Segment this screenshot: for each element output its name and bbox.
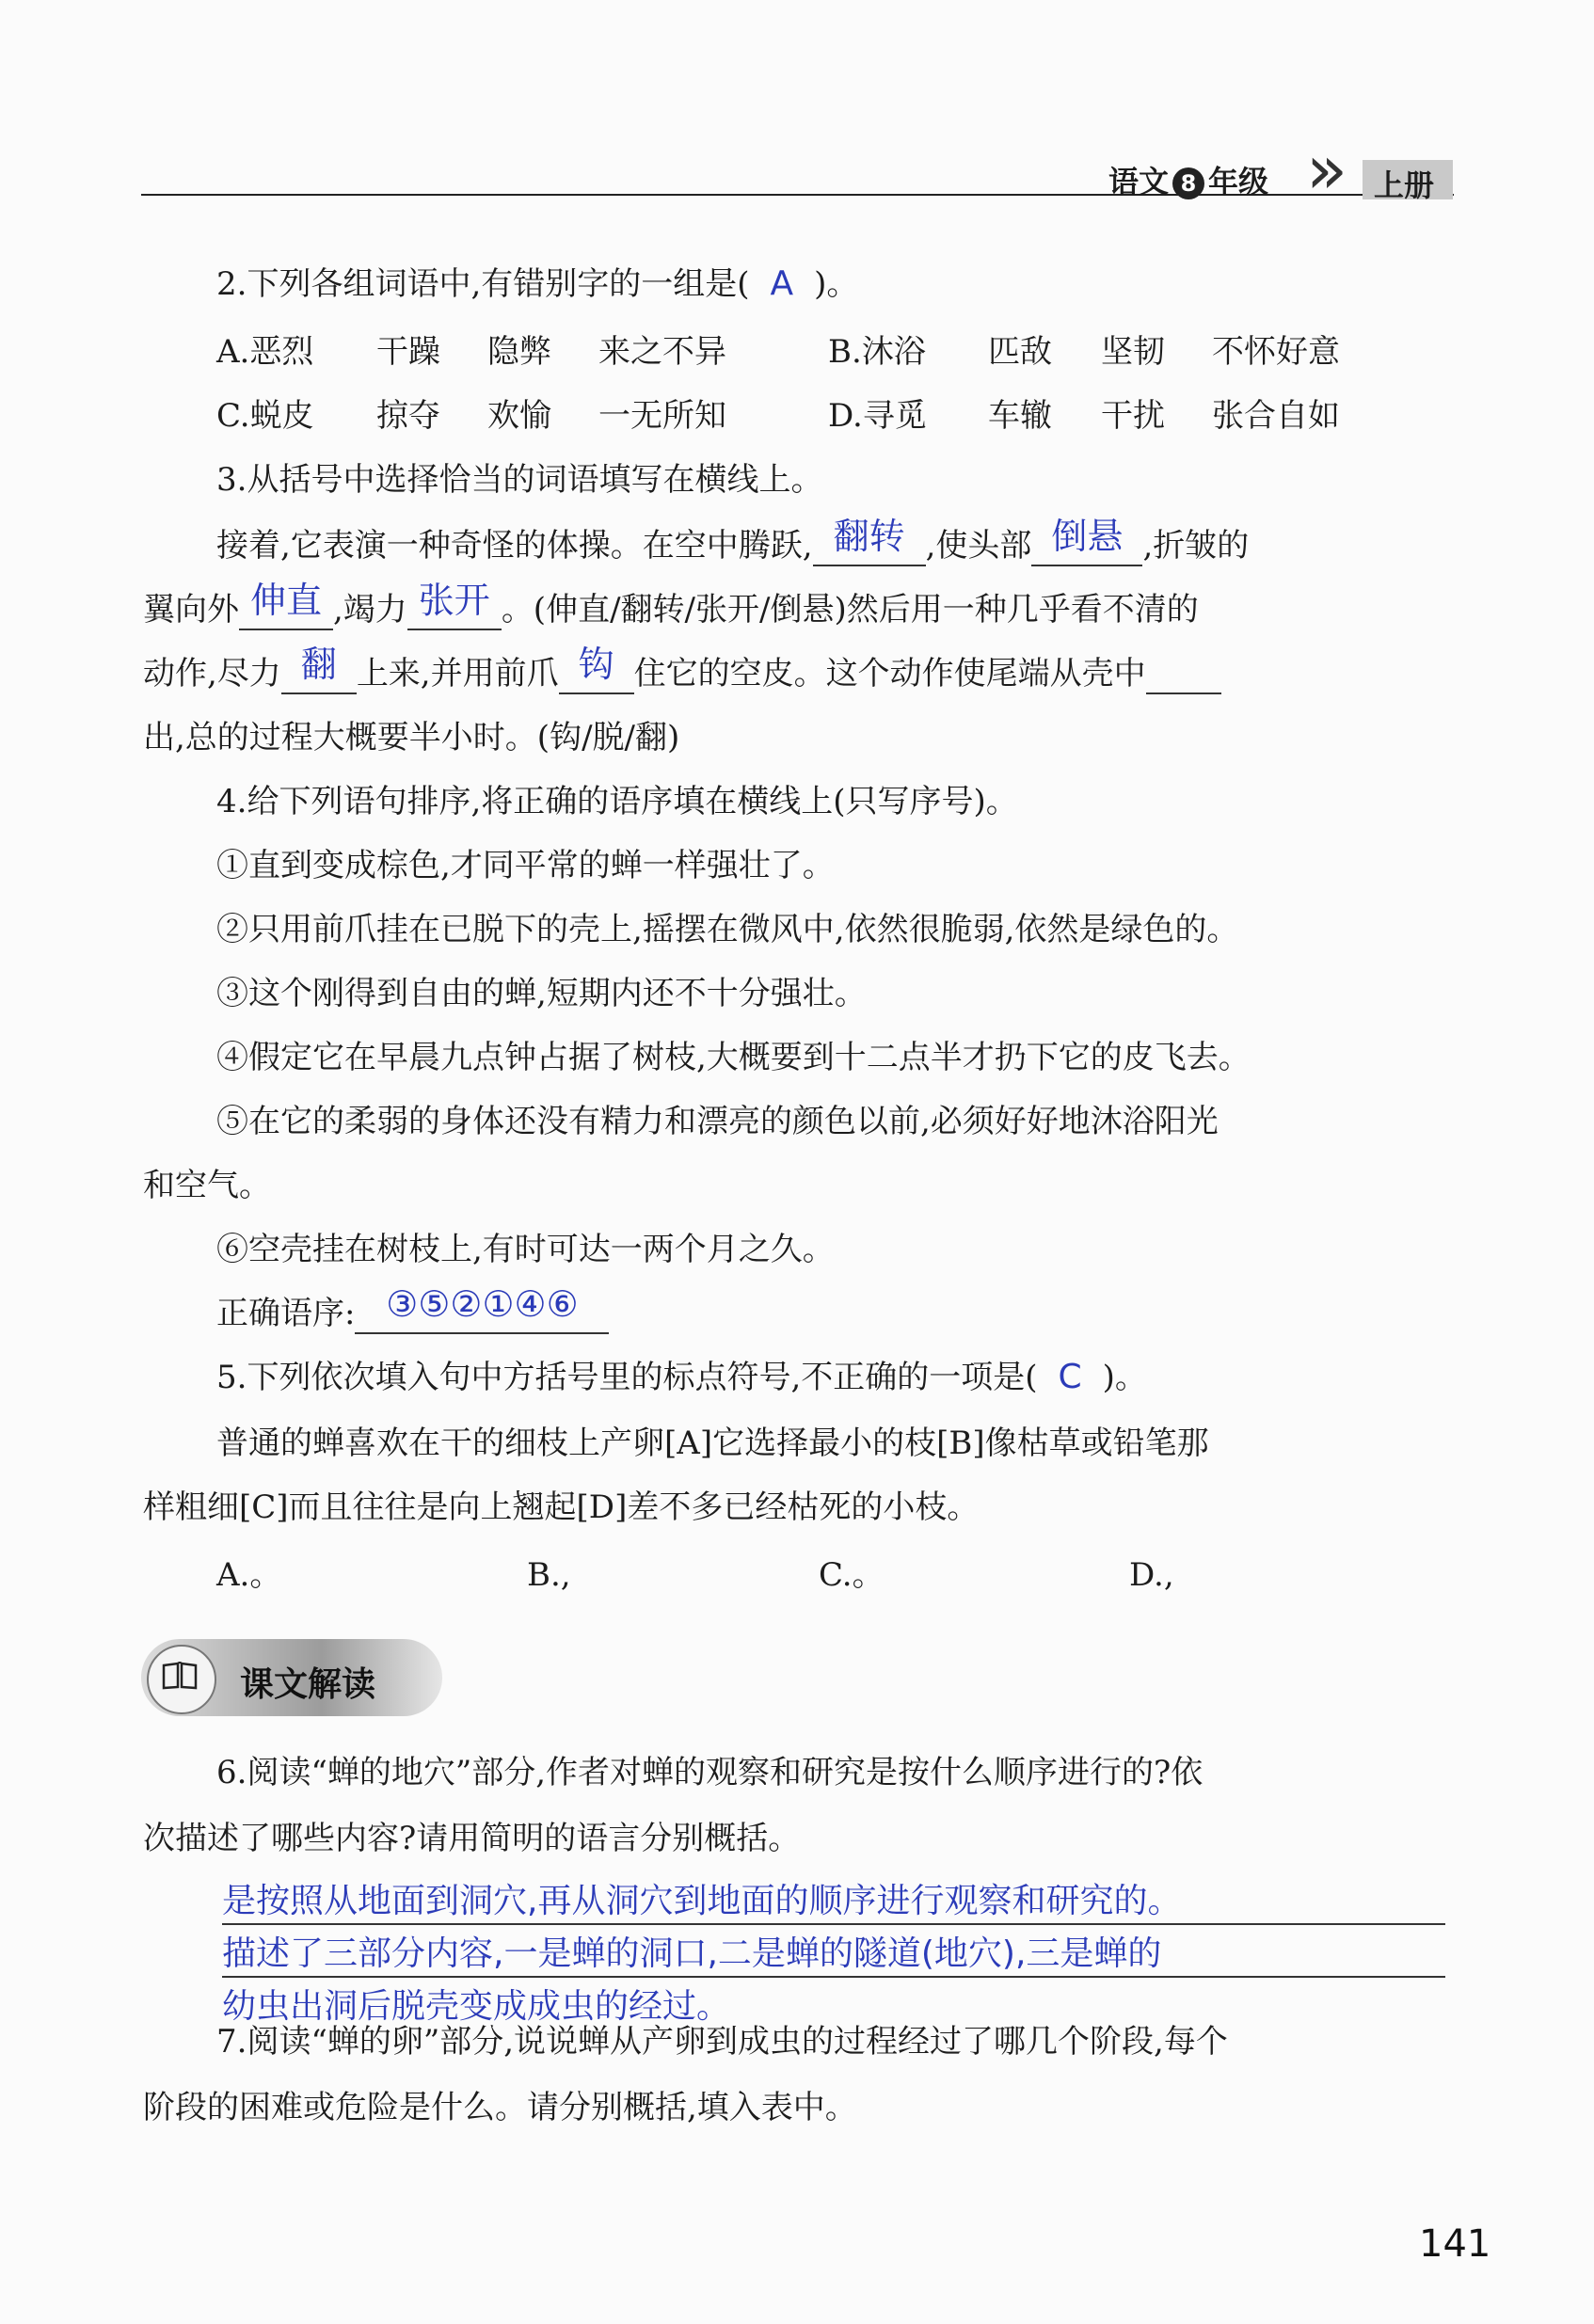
q2-option-c-word1: C.蜕皮 xyxy=(216,397,314,435)
q6-answer-line3: 幼虫出洞后脱壳变成成虫的经过。 xyxy=(222,1987,731,2026)
q5-answer: C xyxy=(1058,1358,1082,1396)
page-number: 141 xyxy=(1419,2222,1491,2266)
q3-line2 xyxy=(143,580,1199,630)
header-title xyxy=(1108,158,1268,201)
q6-answer-line1: 是按照从地面到洞穴,再从洞穴到地面的顺序进行观察和研究的。 xyxy=(222,1882,1182,1920)
q5-option-a: A.。 xyxy=(216,1556,282,1594)
q3-line2-text-d: 。(伸直/翻转/张开/倒悬)然后用一种几乎看不清的 xyxy=(501,591,1199,629)
q4-order-label: 正确语序: xyxy=(216,1295,356,1332)
q5-passage-line2: 样粗细[C]而且往往是向上翘起[D]差不多已经枯死的小枝。 xyxy=(143,1488,980,1526)
q6-answer-rule-2 xyxy=(222,1976,1445,1978)
q6-answer-line2: 描述了三部分内容,一是蝉的洞口,二是蝉的隧道(地穴),三是蝉的 xyxy=(222,1934,1162,1973)
q3-line1-text-a: 接着,它表演一种奇怪的体操。在空中腾跃, xyxy=(216,527,813,565)
q6-line2: 次描述了哪些内容?请用简明的语言分别概括。 xyxy=(143,1820,801,1857)
q2-option-b-word2: 匹敌 xyxy=(988,333,1052,371)
q6-answer-rule-1 xyxy=(222,1923,1445,1925)
q3-line1-text-c: ,使头部 xyxy=(925,527,1032,565)
q5-stem-end: )。 xyxy=(1102,1359,1147,1396)
header-grade-suffix: 年级 xyxy=(1208,164,1269,199)
q3-line3-text-c: 上来,并用前爪 xyxy=(356,655,559,692)
q5-stem-text: 5.下列依次填入句中方括号里的标点符号,不正确的一项是( xyxy=(216,1359,1038,1396)
q4-sentence-2: ②只用前爪挂在已脱下的壳上,摇摆在微风中,依然很脆弱,依然是绿色的。 xyxy=(216,911,1239,948)
q5-option-b: B., xyxy=(527,1556,571,1594)
q2-option-d-word4: 张合自如 xyxy=(1212,397,1340,435)
q2-option-c-word2: 掠夺 xyxy=(376,397,440,435)
q3-blank-3 xyxy=(239,580,333,630)
q6-line1: 6.阅读“蝉的地穴”部分,作者对蝉的观察和研究是按什么顺序进行的?依 xyxy=(216,1754,1203,1791)
q4-sentence-6: ⑥空壳挂在树枝上,有时可达一两个月之久。 xyxy=(216,1231,835,1268)
q3-blank-6 xyxy=(559,644,634,694)
q2-option-a-word3: 隐弊 xyxy=(487,333,551,371)
q2-option-a-word2: 干躁 xyxy=(376,333,440,371)
q3-line2-text-c: ,竭力 xyxy=(333,591,407,629)
q2-option-b-word4: 不怀好意 xyxy=(1212,333,1340,371)
book-icon xyxy=(162,1662,198,1690)
q3-blank-5-answer: 翻 xyxy=(300,644,337,685)
q7-line1: 7.阅读“蝉的卵”部分,说说蝉从产卵到成虫的过程经过了哪几个阶段,每个 xyxy=(216,2023,1228,2061)
q3-line3-text-d: 住它的空皮。这个动作使尾端从壳中 xyxy=(633,655,1146,692)
q4-order-answer: ③⑤②①④⑥ xyxy=(386,1283,579,1325)
q2-stem-end: )。 xyxy=(814,265,859,303)
q3-blank-3-answer: 伸直 xyxy=(249,580,322,621)
q7-line2: 阶段的困难或危险是什么。请分别概括,填入表中。 xyxy=(143,2089,857,2126)
q2-option-a-word1: A.恶烈 xyxy=(216,333,314,371)
q3-blank-7 xyxy=(1146,655,1221,694)
q3-blank-2-answer: 倒悬 xyxy=(1051,516,1124,557)
q2-options-row1 xyxy=(216,331,1340,373)
q2-option-d-word2: 车辙 xyxy=(988,397,1052,435)
q4-order xyxy=(216,1283,609,1334)
q4-order-blank xyxy=(355,1283,609,1334)
q5-option-c: C.。 xyxy=(819,1556,885,1594)
header-subject: 语文 xyxy=(1108,164,1170,199)
q3-line2-text-a: 翼向外 xyxy=(143,591,239,629)
q3-line1-text-d: ,折皱的 xyxy=(1142,527,1250,565)
q2-stem xyxy=(216,263,858,305)
q2-option-b-word1: B.沐浴 xyxy=(828,333,926,371)
q2-stem-text: 2.下列各组词语中,有错别字的一组是( xyxy=(216,265,750,303)
q3-blank-6-answer: 钩 xyxy=(578,644,614,685)
q2-option-d-word1: D.寻觅 xyxy=(828,397,927,435)
q3-line3-text-a: 动作,尽力 xyxy=(143,655,281,692)
q3-blank-2 xyxy=(1031,516,1142,566)
q3-line4: 出,总的过程大概要半小时。(钩/脱/翻) xyxy=(143,719,680,756)
q5-option-d: D., xyxy=(1129,1556,1174,1594)
q2-options-row2 xyxy=(216,395,1340,437)
q5-passage-line1: 普通的蝉喜欢在干的细枝上产卵[A]它选择最小的枝[B]像枯草或铅笔那 xyxy=(216,1425,1209,1462)
q3-blank-1 xyxy=(813,516,926,566)
q2-option-d-word3: 干扰 xyxy=(1101,397,1165,435)
q3-blank-4 xyxy=(407,580,502,630)
q3-stem: 3.从括号中选择恰当的词语填写在横线上。 xyxy=(216,461,823,499)
q2-option-b-word3: 坚韧 xyxy=(1101,333,1165,371)
q3-blank-1-answer: 翻转 xyxy=(833,516,905,557)
q4-stem: 4.给下列语句排序,将正确的语序填在横线上(只写序号)。 xyxy=(216,783,1018,820)
section-title: 课文解读 xyxy=(240,1665,376,1704)
double-chevron-icon: » xyxy=(1306,130,1331,209)
q4-sentence-5b: 和空气。 xyxy=(143,1167,271,1204)
q5-stem xyxy=(216,1357,1147,1398)
q3-blank-5 xyxy=(281,644,357,694)
q2-option-a-word4: 来之不异 xyxy=(598,333,726,371)
q4-sentence-5a: ⑤在它的柔弱的身体还没有精力和漂亮的颜色以前,必须好好地沐浴阳光 xyxy=(216,1103,1219,1140)
q3-line3 xyxy=(143,644,1221,694)
q5-options xyxy=(216,1554,1174,1596)
volume-label: 上册 xyxy=(1374,167,1435,203)
q4-sentence-4: ④假定它在早晨九点钟占据了树枝,大概要到十二点半才扔下它的皮飞去。 xyxy=(216,1039,1251,1076)
q4-sentence-3: ③这个刚得到自由的蝉,短期内还不十分强壮。 xyxy=(216,975,867,1012)
q3-line1 xyxy=(216,516,1250,566)
q2-answer: A xyxy=(770,264,794,303)
q4-sentence-1: ①直到变成棕色,才同平常的蝉一样强壮了。 xyxy=(216,847,835,884)
q3-blank-4-answer: 张开 xyxy=(418,580,490,621)
q2-option-c-word3: 欢愉 xyxy=(487,397,551,435)
grade-number-badge: 8 xyxy=(1172,167,1204,199)
q2-option-c-word4: 一无所知 xyxy=(598,397,726,435)
